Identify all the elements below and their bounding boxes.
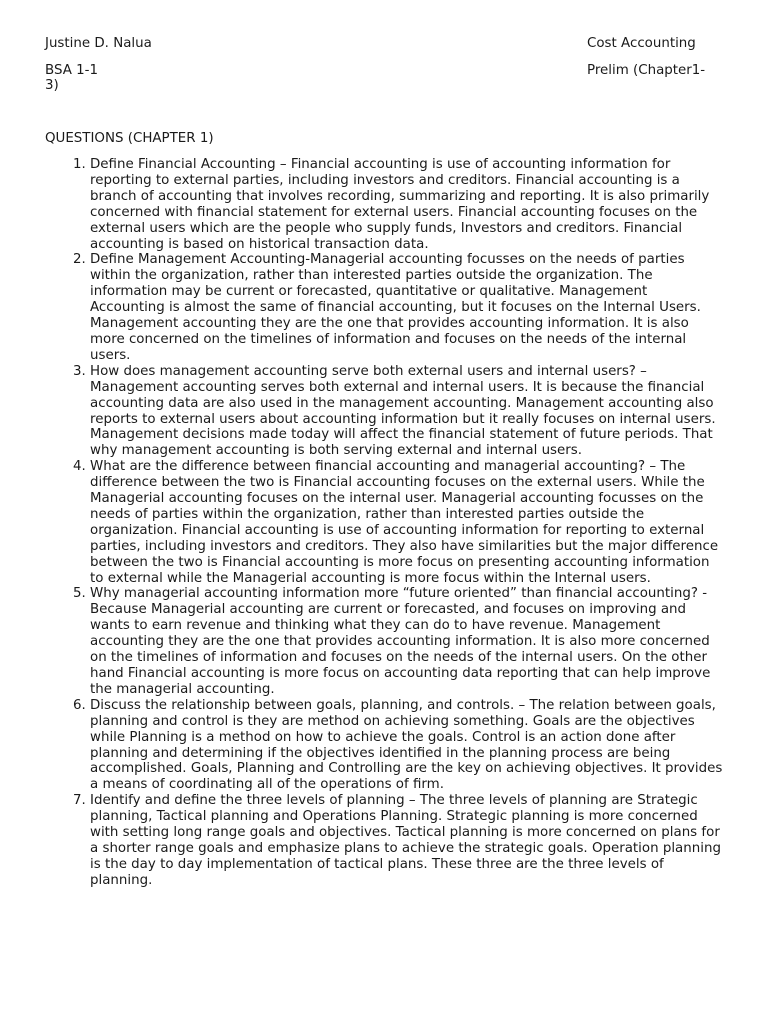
student-section: BSA 1-1 xyxy=(45,63,98,78)
question-item-4: 4. What are the difference between financial accounting and managerial accounting? – The difference between the two is Financial accounting focuses on the external users. While the Managerial accounting focuses on the internal user. Managerial accounting focusses on the needs of parties within the organization, rather than interested parties outside the organization. Financial accounting is use of accounting information for reporting to external parties, including investors and creditors. They also have similarities but the major difference between the two is Financial accounting is more focus on presenting accounting information to external while the Managerial accounting is more focus within the Internal users. xyxy=(90,459,725,586)
question-item-3: 3. How does management accounting serve both external users and internal users? – Management accounting serves both external and internal users. It is because the financial accounting data are also used in the management accounting. Management accounting also reports to external users about accounting information but it really focuses on internal users. Management decisions made today will affect the financial statement of future periods. That why management accounting is both serving external and internal users. xyxy=(90,364,725,459)
question-list xyxy=(45,157,725,889)
exam-term-continuation: 3) xyxy=(45,78,59,93)
question-item-7: 7. Identify and define the three levels of planning – The three levels of planning are Strategic planning, Tactical planning and Operations Planning. Strategic planning is more concerned with setting long range goals and objectives. Tactical planning is more concerned on plans for a shorter range goals and emphasize plans to achieve the strategic goals. Operation planning is the day to day implementation of tactical plans. These three are the three levels of planning. xyxy=(90,793,725,888)
course-name: Cost Accounting xyxy=(587,36,696,51)
question-item-2: 2. Define Management Accounting-Managerial accounting focusses on the needs of parties within the organization, rather than interested parties outside the organization. The information may be current or forecasted, quantitative or qualitative. Management Accounting is almost the same of financial accounting, but it focuses on the Internal Users. Management accounting they are the one that provides accounting information. It is also more concerned on the timelines of information and focuses on the needs of the internal users. xyxy=(90,252,725,363)
exam-term: Prelim (Chapter1- xyxy=(587,63,706,78)
section-title: QUESTIONS (CHAPTER 1) xyxy=(45,131,214,146)
question-item-1: 1. Define Financial Accounting – Financial accounting is use of accounting information for reporting to external parties, including investors and creditors. Financial accounting is a branch of accounting that involves recording, summarizing and reporting. It is also primarily concerned with financial statement for external users. Financial accounting focuses on the external users which are the people who supply funds, Investors and creditors. Financial accounting is based on historical transaction data. xyxy=(90,157,725,252)
question-item-6: 6. Discuss the relationship between goals, planning, and controls. – The relation between goals, planning and control is they are method on achieving something. Goals are the objectives while Planning is a method on how to achieve the goals. Control is an action done after planning and determining if the objectives identified in the planning process are being accomplished. Goals, Planning and Controlling are the key on achieving objectives. It provides a means of coordinating all of the operations of firm. xyxy=(90,698,725,793)
student-name: Justine D. Nalua xyxy=(45,36,152,51)
question-item-5: 5. Why managerial accounting information more “future oriented” than financial accounting? - Because Managerial accounting are current or forecasted, and focuses on improving and wants to earn revenue and thinking what they can do to have revenue. Management accounting they are the one that provides accounting information. It is also more concerned on the timelines of information and focuses on the needs of the internal users. On the other hand Financial accounting is more focus on accounting data reporting that can help improve the managerial accounting. xyxy=(90,586,725,697)
